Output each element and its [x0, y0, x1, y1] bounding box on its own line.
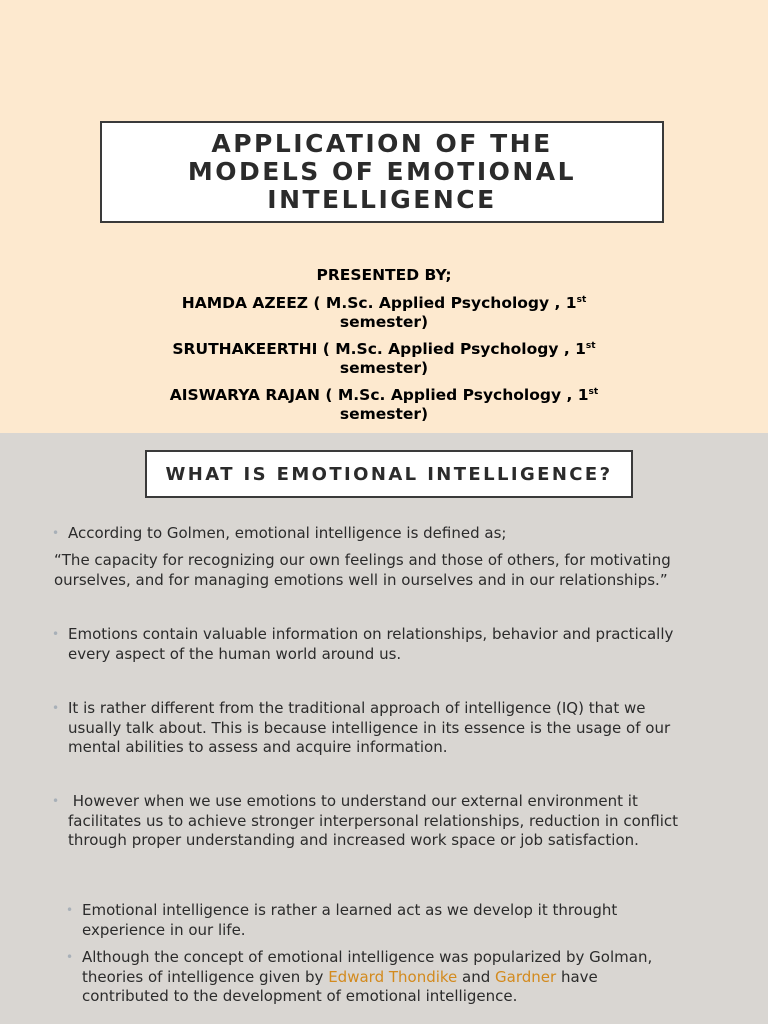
bullet-line: facilitates us to achieve stronger interpersonal relationships, reduction in conflict	[68, 811, 678, 830]
presenter-semester: semester)	[339, 313, 429, 331]
presenter-line	[0, 294, 768, 313]
presenter-item	[0, 386, 768, 424]
bullet-dot-icon: •	[52, 701, 60, 715]
definition-quote	[54, 551, 744, 590]
section-title-box	[145, 450, 633, 498]
presenter-line	[0, 386, 768, 405]
sub-bullet-text: have	[556, 967, 598, 986]
name-gardner: Gardner	[495, 967, 557, 986]
title-line-1: APPLICATION OF THE	[211, 129, 553, 158]
quote-line: ourselves, and for managing emotions well in ourselves and in our relationships.”	[54, 570, 668, 589]
presenter-item	[0, 294, 768, 332]
presenter-sup: st	[576, 295, 587, 305]
presentation-title	[188, 130, 576, 214]
bullet-line: Emotions contain valuable information on relationships, behavior and practically	[68, 625, 674, 643]
bullet-definition	[52, 524, 728, 544]
bullet-line: through proper understanding and increased work space or job satisfaction.	[68, 831, 639, 849]
bullet-line: mental abilities to assess and acquire information.	[68, 738, 448, 756]
bullet-line: usually talk about. This is because intelligence in its essence is the usage of our	[68, 718, 671, 737]
bullet-line: every aspect of the human world around us.	[68, 644, 402, 663]
bullet-dot-icon: •	[52, 794, 60, 808]
name-edward-thondike: Edward Thondike	[328, 967, 458, 986]
presented-by-heading: PRESENTED BY;	[316, 266, 452, 284]
title-box	[100, 121, 664, 223]
presenter-name: SRUTHAKEERTHI ( M.Sc. Applied Psychology , 1	[172, 340, 586, 358]
sub-bullet-theories	[66, 948, 742, 1007]
presenter-semester: semester)	[339, 405, 429, 423]
bullet-line: It is rather different from the traditional approach of intelligence (IQ) that we	[68, 699, 646, 717]
bullet-dot-icon: •	[66, 950, 74, 964]
sub-bullet-line	[82, 968, 742, 988]
content-slide	[0, 433, 768, 1024]
presenters-block	[0, 266, 768, 432]
presenter-name: HAMDA AZEEZ ( M.Sc. Applied Psychology , 1	[181, 294, 577, 312]
sub-bullet-line: contributed to the development of emotional intelligence.	[82, 987, 518, 1005]
sub-bullet-learned-act	[66, 901, 742, 940]
bullet-text: According to Golmen, emotional intelligence is defined as;	[68, 524, 507, 542]
title-line-2: MODELS OF EMOTIONAL	[187, 157, 577, 186]
sub-bullet-line: Emotional intelligence is rather a learned act as we develop it throught	[82, 901, 618, 919]
sub-bullet-line: experience in our life.	[82, 920, 246, 939]
presenter-sup: st	[585, 341, 596, 351]
presenter-sup: st	[588, 387, 599, 397]
presenter-semester: semester)	[339, 359, 429, 377]
bullet-emotions	[52, 625, 728, 664]
sub-bullet-text: and	[457, 967, 496, 986]
section-title: WHAT IS EMOTIONAL INTELLIGENCE?	[165, 463, 613, 485]
bullet-dot-icon: •	[52, 627, 60, 641]
presenter-name: AISWARYA RAJAN ( M.Sc. Applied Psychology , 1	[169, 386, 589, 404]
bullet-iq-comparison	[52, 699, 728, 758]
sub-bullet-text: theories of intelligence given by	[82, 967, 329, 986]
title-slide	[0, 0, 768, 433]
bullet-emotions-usage	[52, 792, 728, 851]
sub-bullet-line: Although the concept of emotional intelligence was popularized by Golman,	[82, 948, 653, 966]
presenter-item	[0, 340, 768, 378]
bullet-dot-icon: •	[66, 903, 74, 917]
quote-line: “The capacity for recognizing our own feelings and those of others, for motivating	[54, 551, 671, 569]
title-line-3: INTELLIGENCE	[267, 185, 497, 214]
presenter-line	[0, 340, 768, 359]
bullet-dot-icon: •	[52, 526, 60, 540]
bullet-line: However when we use emotions to understand our external environment it	[68, 792, 638, 810]
